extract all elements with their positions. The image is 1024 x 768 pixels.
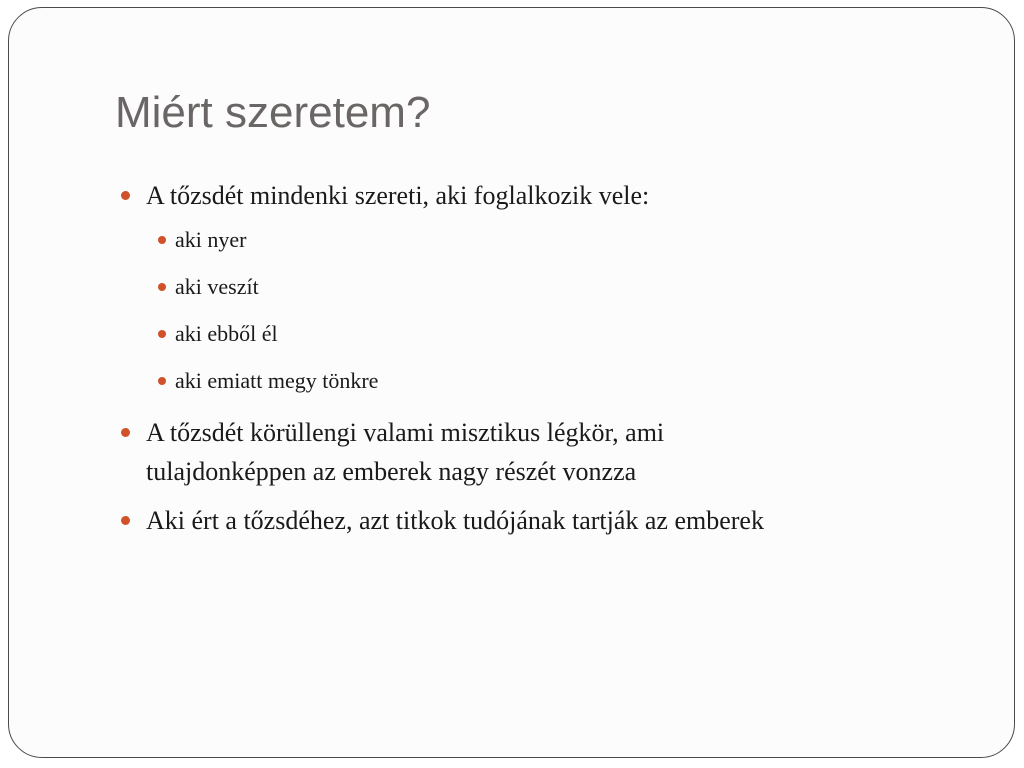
slide-content <box>114 176 994 550</box>
bullet-text: Aki ért a tőzsdéhez, azt titkok tudójának tartják az emberek <box>146 506 764 535</box>
sub-bullet-text: aki nyer <box>175 227 247 252</box>
bullet-item <box>114 176 994 215</box>
bullet-text-line2: tulajdonképpen az emberek nagy részét vonzza <box>146 457 637 486</box>
bullet-dot-icon <box>158 283 166 291</box>
sub-bullet-text: aki emiatt megy tönkre <box>175 368 379 393</box>
sub-bullet-item <box>114 272 994 302</box>
sub-bullet-text: aki ebből él <box>175 321 278 346</box>
slide-frame <box>8 7 1015 758</box>
sub-bullet-list <box>114 225 994 396</box>
bullet-dot-icon <box>158 236 166 244</box>
bullet-item <box>114 413 994 491</box>
bullet-dot-icon <box>121 516 130 525</box>
bullet-item <box>114 501 994 540</box>
sub-bullet-item <box>114 366 994 396</box>
sub-bullet-text: aki veszít <box>175 274 259 299</box>
bullet-dot-icon <box>121 428 130 437</box>
sub-bullet-item <box>114 319 994 349</box>
bullet-dot-icon <box>121 191 130 200</box>
bullet-dot-icon <box>158 330 166 338</box>
bullet-text-line1: A tőzsdét körüllengi valami misztikus légkör, ami <box>146 418 665 447</box>
sub-bullet-item <box>114 225 994 255</box>
bullet-text: A tőzsdét mindenki szereti, aki foglalkozik vele: <box>146 181 650 210</box>
bullet-dot-icon <box>158 377 166 385</box>
slide-title: Miért szeretem? <box>115 88 431 137</box>
